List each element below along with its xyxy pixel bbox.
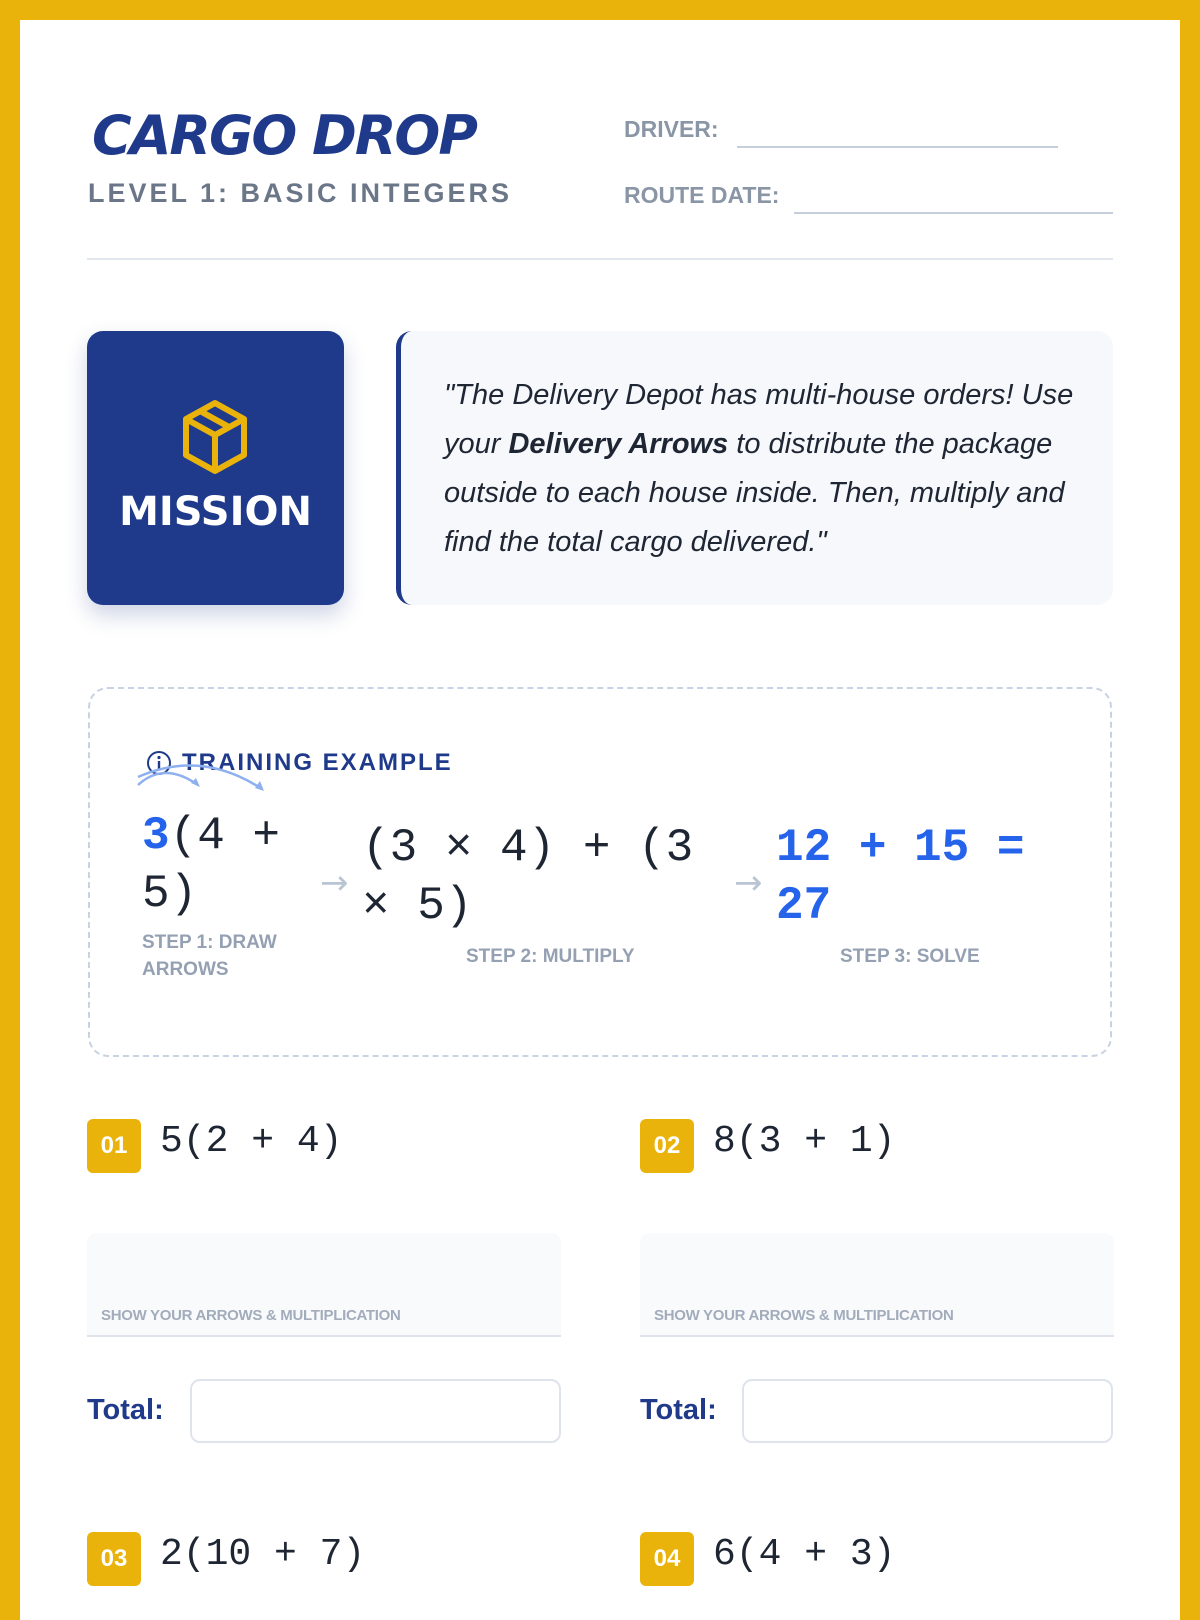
training-example-title: TRAINING EXAMPLE: [182, 749, 453, 776]
step1-label: STEP 1: DRAW ARROWS: [142, 932, 277, 980]
delivery-arrows-emphasis: Delivery Arrows: [508, 428, 729, 460]
example-step1-expression: 3(4 + 5): [142, 810, 281, 920]
problem-number-badge: 03: [87, 1532, 141, 1586]
problem-number-badge: 04: [640, 1532, 694, 1586]
outer-factor: 3: [142, 810, 170, 862]
level-subtitle: LEVEL 1: BASIC INTEGERS: [88, 178, 513, 208]
step2-label: STEP 2: MULTIPLY: [466, 946, 635, 967]
problem-number-badge: 01: [87, 1119, 141, 1173]
package-box-icon: [180, 399, 250, 475]
problem-expression: 5(2 + 4): [160, 1120, 343, 1163]
header-divider: [87, 258, 1113, 260]
example-step3-expression: 12 + 15 = 27: [776, 822, 1025, 932]
total-label: Total:: [87, 1394, 164, 1426]
step3-label: STEP 3: SOLVE: [840, 946, 980, 967]
total-answer-field[interactable]: [190, 1379, 561, 1443]
driver-label: DRIVER:: [624, 116, 719, 142]
problem-expression: 2(10 + 7): [160, 1533, 366, 1576]
route-date-field[interactable]: [794, 212, 1113, 214]
mission-quote: [396, 331, 1113, 605]
work-area[interactable]: [87, 1233, 561, 1337]
problem-expression: 8(3 + 1): [713, 1120, 896, 1163]
mission-badge: [87, 331, 344, 605]
worksheet: [20, 20, 1180, 1620]
arrow-right-icon: →: [320, 863, 349, 903]
distribution-arrows-icon: [136, 763, 276, 803]
arrow-right-icon: →: [734, 863, 763, 903]
mission-label: MISSION: [119, 489, 312, 535]
work-area-hint: SHOW YOUR ARROWS & MULTIPLICATION: [101, 1307, 401, 1324]
problem-expression: 6(4 + 3): [713, 1533, 896, 1576]
work-area-hint: SHOW YOUR ARROWS & MULTIPLICATION: [654, 1307, 954, 1324]
problem-number-badge: 02: [640, 1119, 694, 1173]
training-example-panel: [88, 687, 1112, 1057]
driver-field[interactable]: [737, 146, 1058, 148]
page-title: CARGO DROP: [92, 104, 476, 167]
mission-quote-text: "The Delivery Depot has multi-house orders! Use your Delivery Arrows to distribute the package outside to each house inside. Then, multiply and find the total cargo delivered.": [444, 379, 1074, 558]
total-label: Total:: [640, 1394, 717, 1426]
total-answer-field[interactable]: [742, 1379, 1113, 1443]
example-step2-expression: (3 × 4) + (3 × 5): [362, 822, 694, 932]
route-date-label: ROUTE DATE:: [624, 182, 780, 208]
work-area[interactable]: [640, 1233, 1114, 1337]
